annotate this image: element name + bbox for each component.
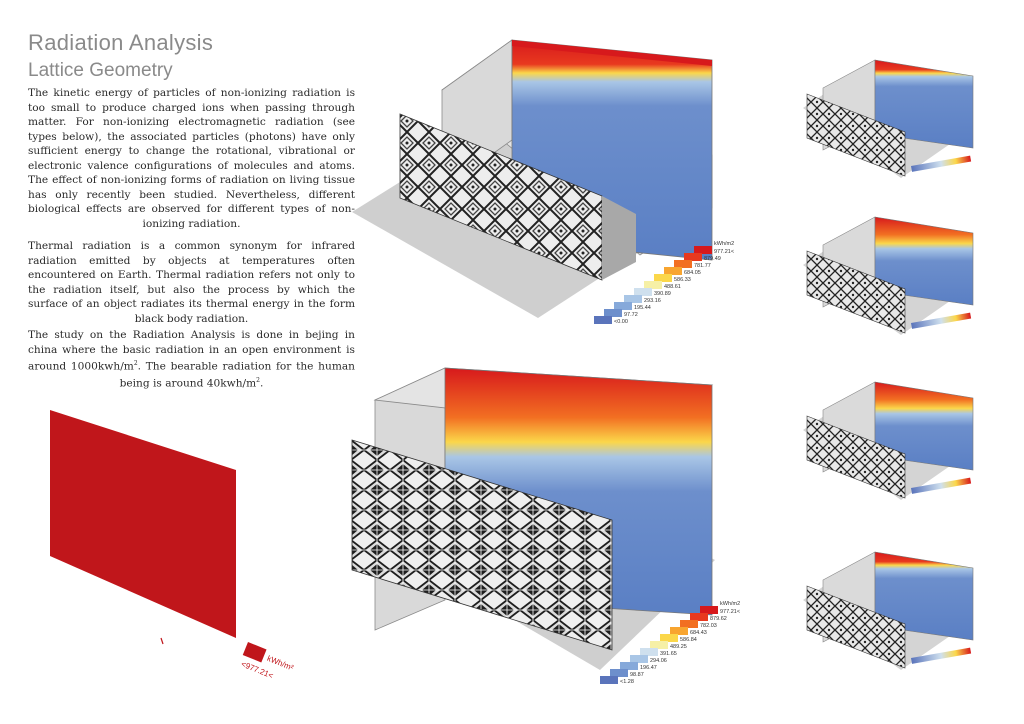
legend-unit: kWh/m2	[720, 601, 741, 607]
study-text-a: The study on the Radiation Analysis is done in bejing in china where the basic radiation in an open environment is around 1000kwh/m	[28, 329, 355, 373]
legend-label: 879.62	[710, 616, 727, 622]
page-subtitle: Lattice Geometry	[28, 60, 173, 81]
legend-swatch	[660, 634, 678, 642]
legend-unit: kWh/m2	[714, 241, 735, 247]
legend-swatch	[634, 288, 652, 296]
legend-swatch	[624, 295, 642, 303]
study-text-b: . The bearable radiation for the human being is around 40kwh/m	[119, 360, 356, 390]
legend-label: <0.00	[614, 319, 628, 325]
diagram-bottom-main	[352, 368, 715, 670]
diagram-small-4	[803, 552, 973, 670]
legend-label: 390.89	[654, 291, 671, 297]
legend-label: 977.21<	[714, 249, 735, 255]
legend-solid-unit: kWh/m²	[265, 653, 295, 673]
legend-label: 781.77	[694, 263, 711, 269]
legend-swatch	[600, 676, 618, 684]
legend-swatch	[664, 267, 682, 275]
legend-label: 782.03	[700, 623, 717, 629]
legend-swatch	[594, 316, 612, 324]
legend-label: 196.47	[640, 665, 657, 671]
page-title: Radiation Analysis	[28, 30, 214, 55]
tick-mark	[161, 638, 163, 644]
legend-swatch	[620, 662, 638, 670]
sup-2: 2	[256, 377, 260, 385]
legend-solid-swatch	[243, 642, 267, 662]
legend-label: 879.49	[704, 256, 721, 262]
legend-label: 391.65	[660, 651, 677, 657]
paragraph-thermal: Thermal radiation is a common synonym for infrared radiation emitted by objects at temperatures often encountered on Earth. Thermal radiation refers not only to the radiation itself, but also the process by which the surface of an object radiates its thermal energy in the form black body radiation.	[28, 240, 355, 325]
legend-label: 294.06	[650, 658, 667, 664]
legend-swatch	[654, 274, 672, 282]
legend-label: 195.44	[634, 305, 651, 311]
legend-label: 488.61	[664, 284, 681, 290]
legend-label: 586.84	[680, 637, 697, 643]
legend-swatch	[644, 281, 662, 289]
legend-swatch	[610, 669, 628, 677]
legend-label: 293.16	[644, 298, 661, 304]
legend-swatch	[614, 302, 632, 310]
paragraph-non-ionizing: The kinetic energy of particles of non-ionizing radiation is too small to produce charged ions when passing through matter. For non-ionizing electromagnetic radiation (see types below), the associated particles (photons) have only sufficient energy to change the rotational, vibrational or electronic valence configurations of molecules and atoms. The effect of non-ionizing forms of radiation on living tissue has only recently been studied. Nevertheless, different biological effects are observed for different types of non-ionizing radiation.	[28, 87, 355, 230]
legend-label: 684.43	[690, 630, 707, 636]
diagram-small-1	[803, 60, 973, 178]
legend-label: <1.28	[620, 679, 634, 685]
legend-swatch	[640, 648, 658, 656]
legend-swatch	[650, 641, 668, 649]
legend-label: 684.05	[684, 270, 701, 276]
sup-1: 2	[133, 360, 138, 367]
legend-swatch	[700, 606, 718, 614]
diagram-small-2	[803, 217, 973, 335]
legend-swatch	[680, 620, 698, 628]
legend-solid	[238, 642, 296, 686]
legend-label: 97.72	[624, 312, 638, 318]
legend-swatch	[670, 627, 688, 635]
legend-solid-label: <977.21<	[239, 659, 275, 681]
legend-swatch	[684, 253, 702, 261]
legend-label: 586.33	[674, 277, 691, 283]
diagram-small-3	[803, 382, 973, 500]
legend-swatch	[694, 246, 712, 254]
study-text-c: .	[260, 377, 264, 390]
legend-label: 977.21<	[720, 609, 741, 615]
legend-swatch	[674, 260, 692, 268]
legend-label: 489.25	[670, 644, 687, 650]
legend-swatch	[630, 655, 648, 663]
solid-radiation-plane	[50, 410, 236, 638]
legend-label: 98.87	[630, 672, 644, 678]
legend-swatch	[604, 309, 622, 317]
legend-swatch	[690, 613, 708, 621]
